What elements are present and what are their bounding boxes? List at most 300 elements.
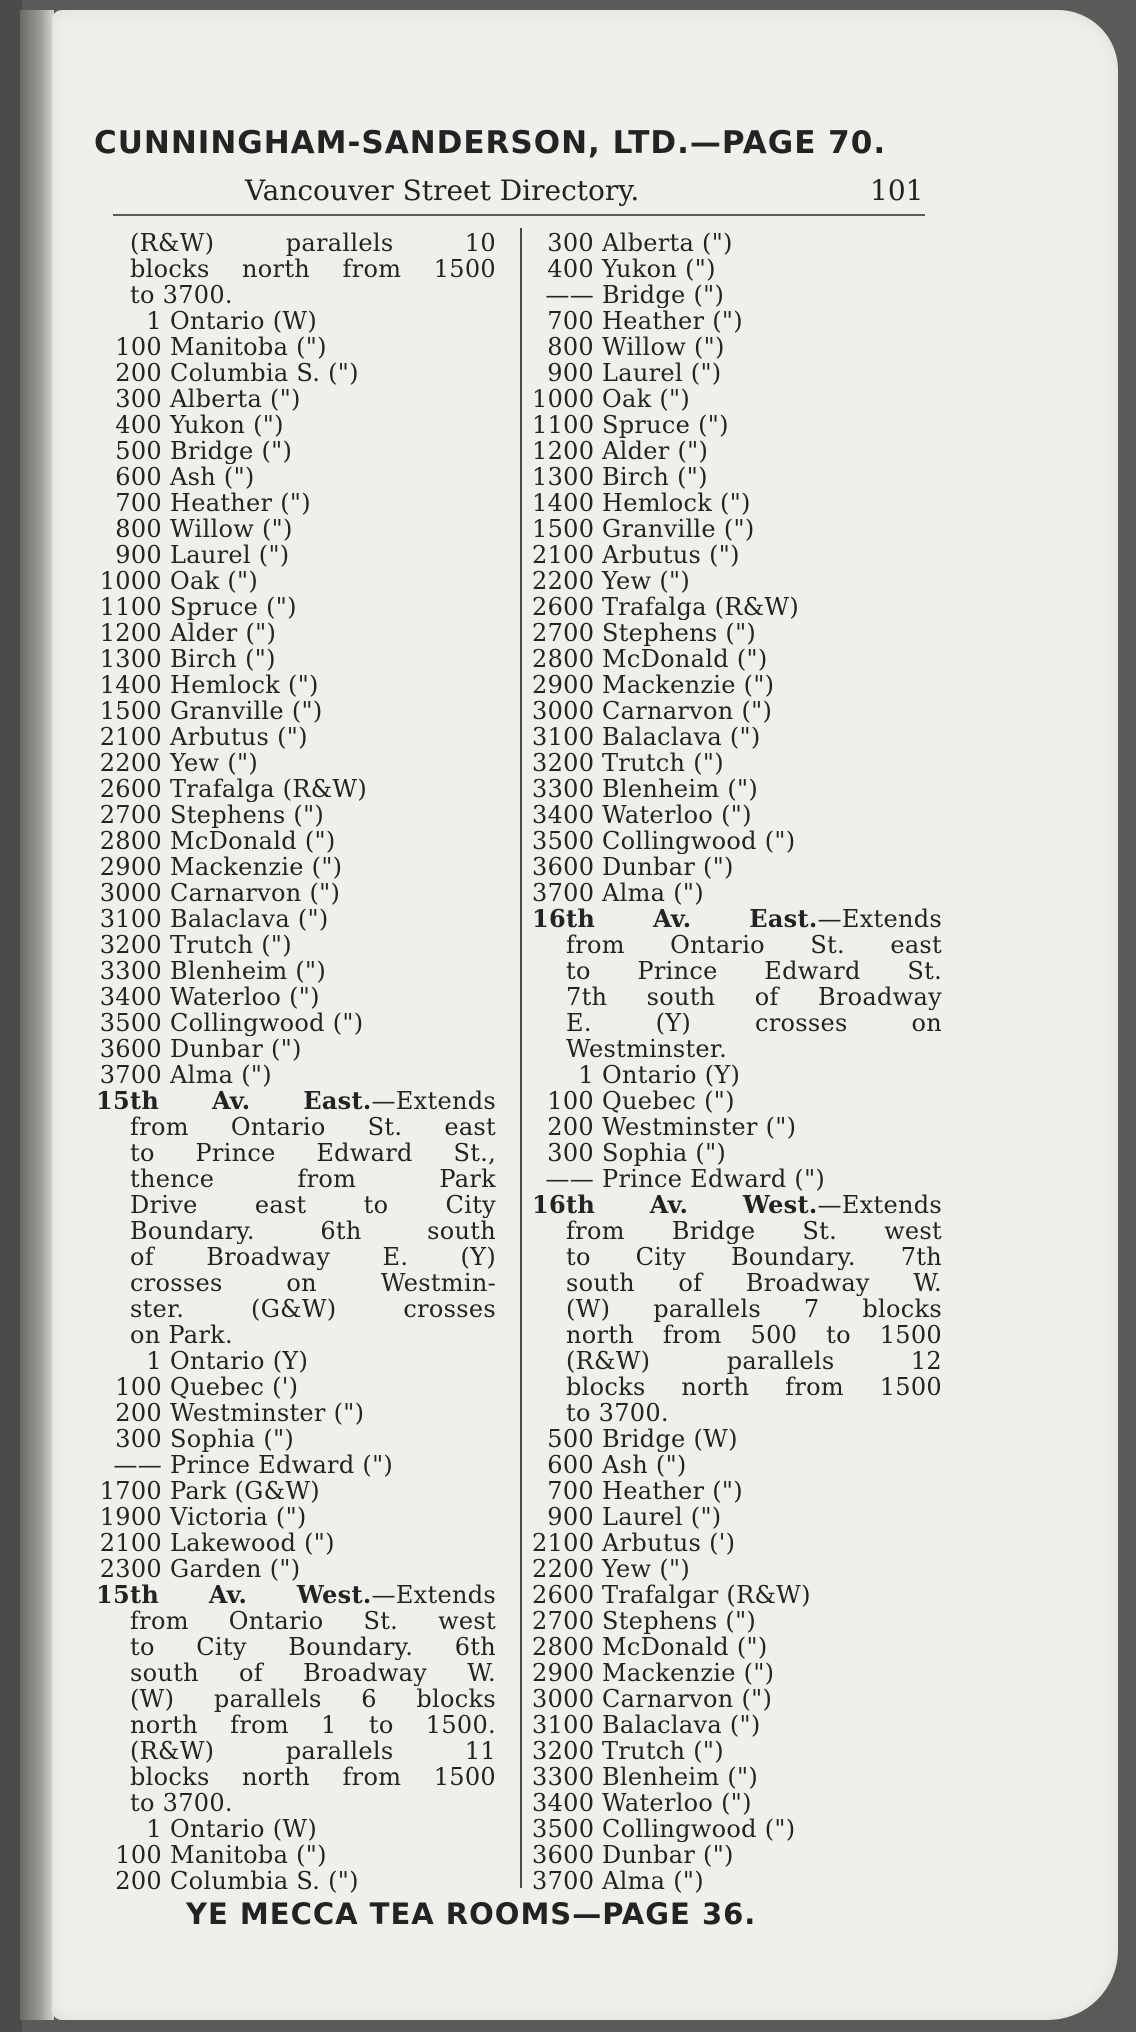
house-number: 1700 xyxy=(99,1478,162,1504)
street-entry xyxy=(532,1452,942,1478)
cross-street: Dunbar (") xyxy=(602,854,734,880)
street-entry xyxy=(532,646,942,672)
street-entry xyxy=(532,308,942,334)
cross-street: Alder (") xyxy=(602,438,709,464)
cross-street: Collingwood (") xyxy=(602,828,796,854)
street-entry xyxy=(96,1348,496,1374)
house-number: 400 xyxy=(547,256,594,282)
cross-street: Alder (") xyxy=(170,620,277,646)
house-number: 1300 xyxy=(532,464,595,490)
street-entry xyxy=(96,1816,496,1842)
description-line: north from 500 to 1500 xyxy=(566,1322,942,1348)
street-entry xyxy=(532,1868,942,1894)
house-number: 3400 xyxy=(532,1790,595,1816)
description-line: thence from Park xyxy=(130,1166,496,1192)
cross-street: Granville (") xyxy=(602,516,755,542)
cross-street: Columbia S. (") xyxy=(170,1868,359,1894)
house-number: 100 xyxy=(115,1842,162,1868)
house-number: 2100 xyxy=(99,724,162,750)
house-number: 100 xyxy=(115,1374,162,1400)
avenue-description: —Extends xyxy=(371,1582,496,1608)
house-number: 3200 xyxy=(532,1738,595,1764)
house-number: 200 xyxy=(115,360,162,386)
street-entry xyxy=(532,724,942,750)
street-entry xyxy=(96,1036,496,1062)
cross-street: Stephens (") xyxy=(602,1608,757,1634)
cross-street: Bridge (W) xyxy=(602,1426,738,1452)
street-entry xyxy=(96,438,496,464)
street-entry xyxy=(532,568,942,594)
no-number-dash: —— xyxy=(545,1166,594,1192)
house-number: 1 xyxy=(146,308,162,334)
cross-street: McDonald (") xyxy=(602,646,768,672)
cross-street: Hemlock (") xyxy=(170,672,319,698)
house-number: 3200 xyxy=(532,750,595,776)
description-line: to Prince Edward St., xyxy=(130,1140,496,1166)
street-entry xyxy=(96,620,496,646)
avenue-name: 15th Av. West. xyxy=(96,1582,372,1608)
house-number: 2300 xyxy=(99,1556,162,1582)
cross-street: Ontario (W) xyxy=(170,308,318,334)
avenue-description: —Extends xyxy=(817,906,942,932)
cross-street: Spruce (") xyxy=(602,412,729,438)
house-number: 3000 xyxy=(99,880,162,906)
avenue-name: 16th Av. East. xyxy=(532,906,818,932)
cross-street: Westminster (") xyxy=(170,1400,365,1426)
cross-street: Heather (") xyxy=(170,490,311,516)
cross-street: McDonald (") xyxy=(170,828,336,854)
cross-street: Birch (") xyxy=(170,646,276,672)
street-entry xyxy=(532,1504,942,1530)
street-entry xyxy=(96,1400,496,1426)
street-entry xyxy=(96,386,496,412)
description-line: north from 1 to 1500. xyxy=(130,1712,496,1738)
cross-street: Alberta (") xyxy=(602,230,733,256)
avenue-name: 15th Av. East. xyxy=(96,1088,372,1114)
street-entry xyxy=(532,1088,942,1114)
cross-street: Carnarvon (") xyxy=(602,1686,773,1712)
street-entry xyxy=(532,1582,942,1608)
description-line: blocks north from 1500 xyxy=(566,1374,942,1400)
cross-street: Lakewood (") xyxy=(170,1530,335,1556)
cross-street: Trutch (") xyxy=(602,1738,724,1764)
cross-street: Spruce (") xyxy=(170,594,297,620)
street-entry xyxy=(96,724,496,750)
street-entry xyxy=(532,620,942,646)
street-entry xyxy=(96,828,496,854)
house-number: 600 xyxy=(115,464,162,490)
cross-street: Carnarvon (") xyxy=(170,880,341,906)
house-number: 1400 xyxy=(99,672,162,698)
street-entry xyxy=(532,1478,942,1504)
cross-street: Ontario (Y) xyxy=(170,1348,309,1374)
street-entry xyxy=(96,672,496,698)
avenue-heading xyxy=(96,1582,496,1608)
house-number: 300 xyxy=(115,1426,162,1452)
cross-street: Columbia S. (") xyxy=(170,360,359,386)
cross-street: Westminster (") xyxy=(602,1114,797,1140)
street-entry xyxy=(532,490,942,516)
house-number: 1000 xyxy=(532,386,595,412)
house-number: 3400 xyxy=(99,984,162,1010)
street-entry xyxy=(96,412,496,438)
street-entry xyxy=(96,906,496,932)
header-rule xyxy=(113,214,925,216)
street-entry xyxy=(532,776,942,802)
house-number: 1200 xyxy=(532,438,595,464)
house-number: 2100 xyxy=(99,1530,162,1556)
cross-street: Park (G&W) xyxy=(170,1478,320,1504)
house-number: 400 xyxy=(115,412,162,438)
street-entry xyxy=(532,360,942,386)
house-number: 300 xyxy=(547,230,594,256)
house-number: 2200 xyxy=(532,1556,595,1582)
house-number: 1 xyxy=(578,1062,594,1088)
cross-street: Yew (") xyxy=(602,568,690,594)
cross-street: Bridge (") xyxy=(602,282,725,308)
house-number: 100 xyxy=(115,334,162,360)
house-number: 1400 xyxy=(532,490,595,516)
description-line: (W) parallels 7 blocks xyxy=(566,1296,942,1322)
book-spine xyxy=(20,10,54,2020)
house-number: 2200 xyxy=(532,568,595,594)
street-entry xyxy=(96,984,496,1010)
street-entry xyxy=(532,438,942,464)
description-line: south of Broadway W. xyxy=(566,1270,942,1296)
description-line: (R&W) parallels 10 xyxy=(130,230,496,256)
description-line: Westminster. xyxy=(566,1036,727,1062)
street-entry xyxy=(96,568,496,594)
street-entry xyxy=(96,464,496,490)
house-number: 2800 xyxy=(532,646,595,672)
street-entry xyxy=(532,1426,942,1452)
street-entry xyxy=(532,802,942,828)
house-number: 2200 xyxy=(99,750,162,776)
no-number-dash: —— xyxy=(545,282,594,308)
description-line: ster. (G&W) crosses xyxy=(130,1296,496,1322)
cross-street: Yew (") xyxy=(602,1556,690,1582)
page-header-advert: CUNNINGHAM-SANDERSON, LTD.—PAGE 70. xyxy=(94,125,887,161)
house-number: 3500 xyxy=(99,1010,162,1036)
cross-street: Granville (") xyxy=(170,698,323,724)
cross-street: Stephens (") xyxy=(170,802,325,828)
house-number: 3000 xyxy=(532,698,595,724)
street-entry xyxy=(532,1062,942,1088)
street-entry xyxy=(532,412,942,438)
house-number: 500 xyxy=(115,438,162,464)
street-entry xyxy=(532,516,942,542)
street-entry xyxy=(96,932,496,958)
cross-street: Mackenzie (") xyxy=(170,854,343,880)
cross-street: Trutch (") xyxy=(170,932,292,958)
house-number: 200 xyxy=(115,1400,162,1426)
cross-street: Collingwood (") xyxy=(170,1010,364,1036)
house-number: 2600 xyxy=(532,1582,595,1608)
street-entry xyxy=(532,1816,942,1842)
house-number: 1000 xyxy=(99,568,162,594)
street-entry xyxy=(96,542,496,568)
cross-street: Birch (") xyxy=(602,464,708,490)
street-entry xyxy=(532,1660,942,1686)
description-line: E. (Y) crosses on xyxy=(566,1010,942,1036)
street-entry xyxy=(96,1556,496,1582)
street-entry xyxy=(96,750,496,776)
street-entry xyxy=(96,516,496,542)
street-entry xyxy=(96,958,496,984)
description-line: to City Boundary. 7th xyxy=(566,1244,942,1270)
house-number: 200 xyxy=(115,1868,162,1894)
cross-street: Manitoba (") xyxy=(170,1842,327,1868)
street-entry xyxy=(532,1530,942,1556)
house-number: 2600 xyxy=(532,594,595,620)
description-line: to 3700. xyxy=(130,1790,233,1816)
house-number: 3300 xyxy=(532,776,595,802)
street-entry xyxy=(96,880,496,906)
house-number: 3700 xyxy=(99,1062,162,1088)
house-number: 2900 xyxy=(532,672,595,698)
left-column xyxy=(96,230,496,1894)
house-number: 2900 xyxy=(532,1660,595,1686)
cross-street: Alma (") xyxy=(602,880,704,906)
house-number: 3300 xyxy=(99,958,162,984)
cross-street: Waterloo (") xyxy=(602,1790,752,1816)
house-number: 900 xyxy=(547,1504,594,1530)
house-number: 3600 xyxy=(532,1842,595,1868)
cross-street: Blenheim (") xyxy=(602,1764,759,1790)
house-number: 2700 xyxy=(532,620,595,646)
cross-street: Laurel (") xyxy=(170,542,290,568)
street-entry xyxy=(96,1478,496,1504)
street-entry xyxy=(532,1166,942,1192)
right-column xyxy=(532,230,942,1894)
page-subheader xyxy=(245,174,925,207)
house-number: 2600 xyxy=(99,776,162,802)
house-number: 700 xyxy=(547,308,594,334)
cross-street: Heather (") xyxy=(602,308,743,334)
street-entry xyxy=(532,1842,942,1868)
street-entry xyxy=(96,1010,496,1036)
cross-street: Bridge (") xyxy=(170,438,293,464)
avenue-heading xyxy=(532,1192,942,1218)
description-line: south of Broadway W. xyxy=(130,1660,496,1686)
page-number: 101 xyxy=(870,174,924,207)
house-number: 2700 xyxy=(99,802,162,828)
cross-street: Oak (") xyxy=(602,386,691,412)
cross-street: Heather (") xyxy=(602,1478,743,1504)
cross-street: Waterloo (") xyxy=(602,802,752,828)
street-entry xyxy=(532,880,942,906)
description-line: from Ontario St. east xyxy=(130,1114,496,1140)
avenue-description: —Extends xyxy=(817,1192,942,1218)
house-number: 1 xyxy=(146,1816,162,1842)
cross-street: Prince Edward (") xyxy=(170,1452,394,1478)
cross-street: Dunbar (") xyxy=(170,1036,302,1062)
cross-street: Waterloo (") xyxy=(170,984,320,1010)
street-entry xyxy=(96,776,496,802)
street-entry xyxy=(96,854,496,880)
cross-street: Arbutus (") xyxy=(602,542,740,568)
street-entry xyxy=(96,646,496,672)
cross-street: Willow (") xyxy=(170,516,293,542)
description-line: blocks north from 1500 xyxy=(130,1764,496,1790)
directory-title: Vancouver Street Directory. xyxy=(245,174,640,207)
description-line: to 3700. xyxy=(130,282,233,308)
cross-street: Ash (") xyxy=(170,464,255,490)
description-line: to Prince Edward St. xyxy=(566,958,942,984)
house-number: 1100 xyxy=(99,594,162,620)
house-number: 200 xyxy=(547,1114,594,1140)
house-number: 1300 xyxy=(99,646,162,672)
cross-street: Laurel (") xyxy=(602,360,722,386)
house-number: 3700 xyxy=(532,1868,595,1894)
cross-street: Sophia (") xyxy=(602,1140,727,1166)
cross-street: Mackenzie (") xyxy=(602,672,775,698)
street-entry xyxy=(532,542,942,568)
street-entry xyxy=(96,1530,496,1556)
cross-street: Collingwood (") xyxy=(602,1816,796,1842)
street-entry xyxy=(96,360,496,386)
house-number: 2100 xyxy=(532,542,595,568)
cross-street: Prince Edward (") xyxy=(602,1166,826,1192)
street-entry xyxy=(532,854,942,880)
house-number: 2700 xyxy=(532,1608,595,1634)
street-entry xyxy=(532,386,942,412)
street-entry xyxy=(532,698,942,724)
house-number: 1100 xyxy=(532,412,595,438)
cross-street: Yukon (") xyxy=(602,256,716,282)
street-entry xyxy=(532,1790,942,1816)
description-line: from Bridge St. west xyxy=(566,1218,942,1244)
house-number: 3300 xyxy=(532,1764,595,1790)
street-entry xyxy=(96,1868,496,1894)
house-number: 800 xyxy=(547,334,594,360)
cross-street: Mackenzie (") xyxy=(602,1660,775,1686)
street-entry xyxy=(96,1504,496,1530)
street-entry xyxy=(96,698,496,724)
cross-street: Willow (") xyxy=(602,334,725,360)
street-entry xyxy=(96,308,496,334)
street-entry xyxy=(96,802,496,828)
cross-street: Alma (") xyxy=(170,1062,272,1088)
description-line: Drive east to City xyxy=(130,1192,496,1218)
street-entry xyxy=(96,1062,496,1088)
street-entry xyxy=(532,1712,942,1738)
street-entry xyxy=(532,256,942,282)
house-number: 3500 xyxy=(532,1816,595,1842)
house-number: 300 xyxy=(115,386,162,412)
street-entry xyxy=(532,1764,942,1790)
description-line: Boundary. 6th south xyxy=(130,1218,496,1244)
description-line: (R&W) parallels 11 xyxy=(130,1738,496,1764)
house-number: 1900 xyxy=(99,1504,162,1530)
street-entry xyxy=(96,1842,496,1868)
house-number: 3100 xyxy=(532,1712,595,1738)
street-entry xyxy=(532,1686,942,1712)
book-edge xyxy=(0,0,22,2032)
description-line: (W) parallels 6 blocks xyxy=(130,1686,496,1712)
street-entry xyxy=(532,750,942,776)
house-number: 3500 xyxy=(532,828,595,854)
house-number: 500 xyxy=(547,1426,594,1452)
street-entry xyxy=(96,1452,496,1478)
cross-street: Ash (") xyxy=(602,1452,687,1478)
description-line: from Ontario St. west xyxy=(130,1608,496,1634)
house-number: 3000 xyxy=(532,1686,595,1712)
house-number: 300 xyxy=(547,1140,594,1166)
house-number: 2800 xyxy=(532,1634,595,1660)
street-entry xyxy=(532,594,942,620)
house-number: 3400 xyxy=(532,802,595,828)
street-entry xyxy=(96,334,496,360)
cross-street: Yukon (") xyxy=(170,412,284,438)
house-number: 3200 xyxy=(99,932,162,958)
cross-street: Manitoba (") xyxy=(170,334,327,360)
house-number: 2900 xyxy=(99,854,162,880)
street-entry xyxy=(96,1374,496,1400)
no-number-dash: —— xyxy=(113,1452,162,1478)
description-line: of Broadway E. (Y) xyxy=(130,1244,496,1270)
house-number: 100 xyxy=(547,1088,594,1114)
description-line: 7th south of Broadway xyxy=(566,984,942,1010)
street-entry xyxy=(532,1556,942,1582)
house-number: 700 xyxy=(547,1478,594,1504)
cross-street: Blenheim (") xyxy=(602,776,759,802)
house-number: 600 xyxy=(547,1452,594,1478)
cross-street: McDonald (") xyxy=(602,1634,768,1660)
avenue-heading xyxy=(532,906,942,932)
cross-street: Alma (") xyxy=(602,1868,704,1894)
avenue-heading xyxy=(96,1088,496,1114)
cross-street: Trafalga (R&W) xyxy=(602,594,799,620)
cross-street: Balaclava (") xyxy=(602,1712,761,1738)
cross-street: Blenheim (") xyxy=(170,958,327,984)
cross-street: Yew (") xyxy=(170,750,258,776)
house-number: 1500 xyxy=(532,516,595,542)
street-entry xyxy=(532,1634,942,1660)
street-entry xyxy=(532,1608,942,1634)
cross-street: Garden (") xyxy=(170,1556,301,1582)
cross-street: Ontario (W) xyxy=(170,1816,318,1842)
street-entry xyxy=(532,464,942,490)
cross-street: Quebec (") xyxy=(602,1088,735,1114)
house-number: 3600 xyxy=(532,854,595,880)
cross-street: Victoria (") xyxy=(170,1504,307,1530)
cross-street: Carnarvon (") xyxy=(602,698,773,724)
street-entry xyxy=(532,1738,942,1764)
cross-street: Arbutus (') xyxy=(602,1530,736,1556)
cross-street: Trafalgar (R&W) xyxy=(602,1582,811,1608)
street-entry xyxy=(532,230,942,256)
house-number: 1 xyxy=(146,1348,162,1374)
house-number: 2800 xyxy=(99,828,162,854)
cross-street: Balaclava (") xyxy=(170,906,329,932)
cross-street: Trafalga (R&W) xyxy=(170,776,367,802)
cross-street: Hemlock (") xyxy=(602,490,751,516)
cross-street: Dunbar (") xyxy=(602,1842,734,1868)
cross-street: Alberta (") xyxy=(170,386,301,412)
description-line: from Ontario St. east xyxy=(566,932,942,958)
street-entry xyxy=(96,594,496,620)
description-line: to City Boundary. 6th xyxy=(130,1634,496,1660)
house-number: 700 xyxy=(115,490,162,516)
cross-street: Stephens (") xyxy=(602,620,757,646)
description-line: on Park. xyxy=(130,1322,233,1348)
house-number: 3600 xyxy=(99,1036,162,1062)
cross-street: Laurel (") xyxy=(602,1504,722,1530)
column-divider xyxy=(520,228,522,1888)
street-entry xyxy=(532,672,942,698)
avenue-description: —Extends xyxy=(371,1088,496,1114)
